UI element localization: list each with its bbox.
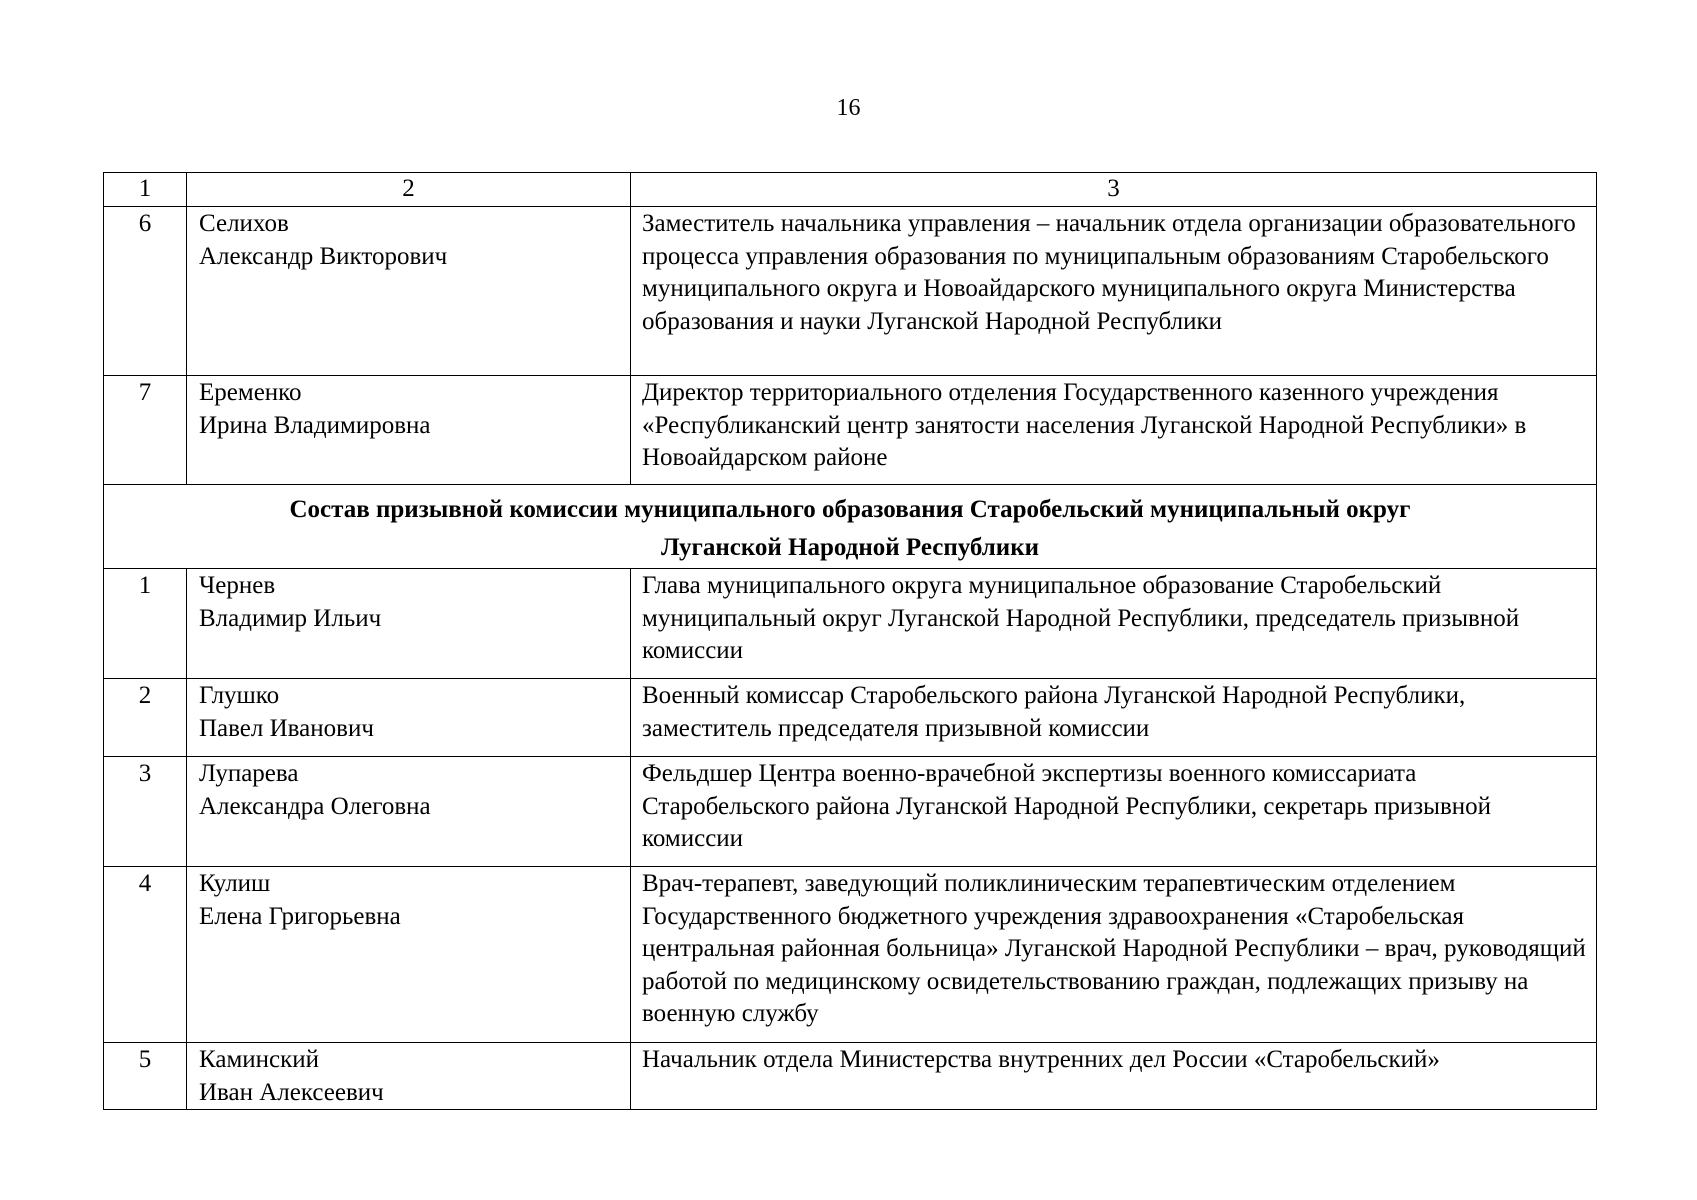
table-row [104,757,1597,867]
section-header-row [104,485,1597,569]
person-given-names: Ирина Владимировна [199,411,431,439]
table-row [104,376,1597,485]
person-given-names: Елена Григорьевна [199,902,401,930]
person-name [187,376,631,485]
person-given-names: Владимир Ильич [199,604,382,632]
person-name [187,679,631,757]
person-position: Директор территориального отделения Государственного казенного учреждения «Республиканский центр занятости населения Луганской Народной Республики» в Новоайдарском районе [631,376,1597,485]
person-given-names: Павел Иванович [199,714,374,742]
person-name [187,569,631,679]
person-position: Начальник отдела Министерства внутренних дел России «Старобельский» [631,1043,1597,1110]
row-number: 2 [104,679,187,757]
person-given-names: Александра Олеговна [199,792,431,820]
section-title-line-1: Состав призывной комиссии муниципального образования Старобельский муниципальный округ [289,496,1411,523]
person-surname: Селихов [199,210,289,237]
person-position: Фельдшер Центра военно-врачебной экспертизы военного комиссариата Старобельского района Луганской Народной Республики, секретарь призывной комиссии [631,757,1597,867]
person-given-names: Александр Викторович [199,242,448,270]
person-name [187,757,631,867]
table-row [104,1043,1597,1110]
person-name [187,1043,631,1110]
row-number: 3 [104,757,187,867]
row-number: 4 [104,867,187,1043]
person-surname: Кулиш [199,870,271,897]
person-position: Врач-терапевт, заведующий поликлиническим терапевтическим отделением Государственного бюджетного учреждения здравоохранения «Старобельская центральная районная больница» Луганской Народной Республики – врач, руководящий работой по медицинскому освидетельствованию граждан, подлежащих призыву на военную службу [631,867,1597,1043]
person-name [187,867,631,1043]
table-row [104,207,1597,376]
table-row [104,679,1597,757]
section-title-line-2: Луганской Народной Республики [660,534,1040,561]
person-surname: Чернев [199,572,276,599]
column-number-2: 2 [187,173,631,207]
row-number: 7 [104,376,187,485]
person-surname: Еременко [199,379,302,406]
person-surname: Каминский [199,1046,320,1073]
row-number: 1 [104,569,187,679]
section-title [104,485,1597,569]
page-number: 16 [836,95,861,121]
person-surname: Глушко [199,682,280,709]
table-header-row [104,173,1597,207]
person-position: Заместитель начальника управления – начальник отдела организации образовательного процесса управления образования по муниципальным образованиям Старобельского муниципального округа и Новоайдарского муниципального округа Министерства образования и науки Луганской Народной Республики [631,207,1597,376]
commission-table [103,172,1597,1110]
person-name [187,207,631,376]
person-given-names: Иван Алексеевич [199,1078,384,1106]
table-row [104,569,1597,679]
column-number-3: 3 [631,173,1597,207]
person-position: Военный комиссар Старобельского района Луганской Народной Республики, заместитель председателя призывной комиссии [631,679,1597,757]
column-number-1: 1 [104,173,187,207]
person-surname: Лупарева [199,760,299,787]
row-number: 5 [104,1043,187,1110]
person-position: Глава муниципального округа муниципальное образование Старобельский муниципальный округ Луганской Народной Республики, председатель призывной комиссии [631,569,1597,679]
table-row [104,867,1597,1043]
row-number: 6 [104,207,187,376]
